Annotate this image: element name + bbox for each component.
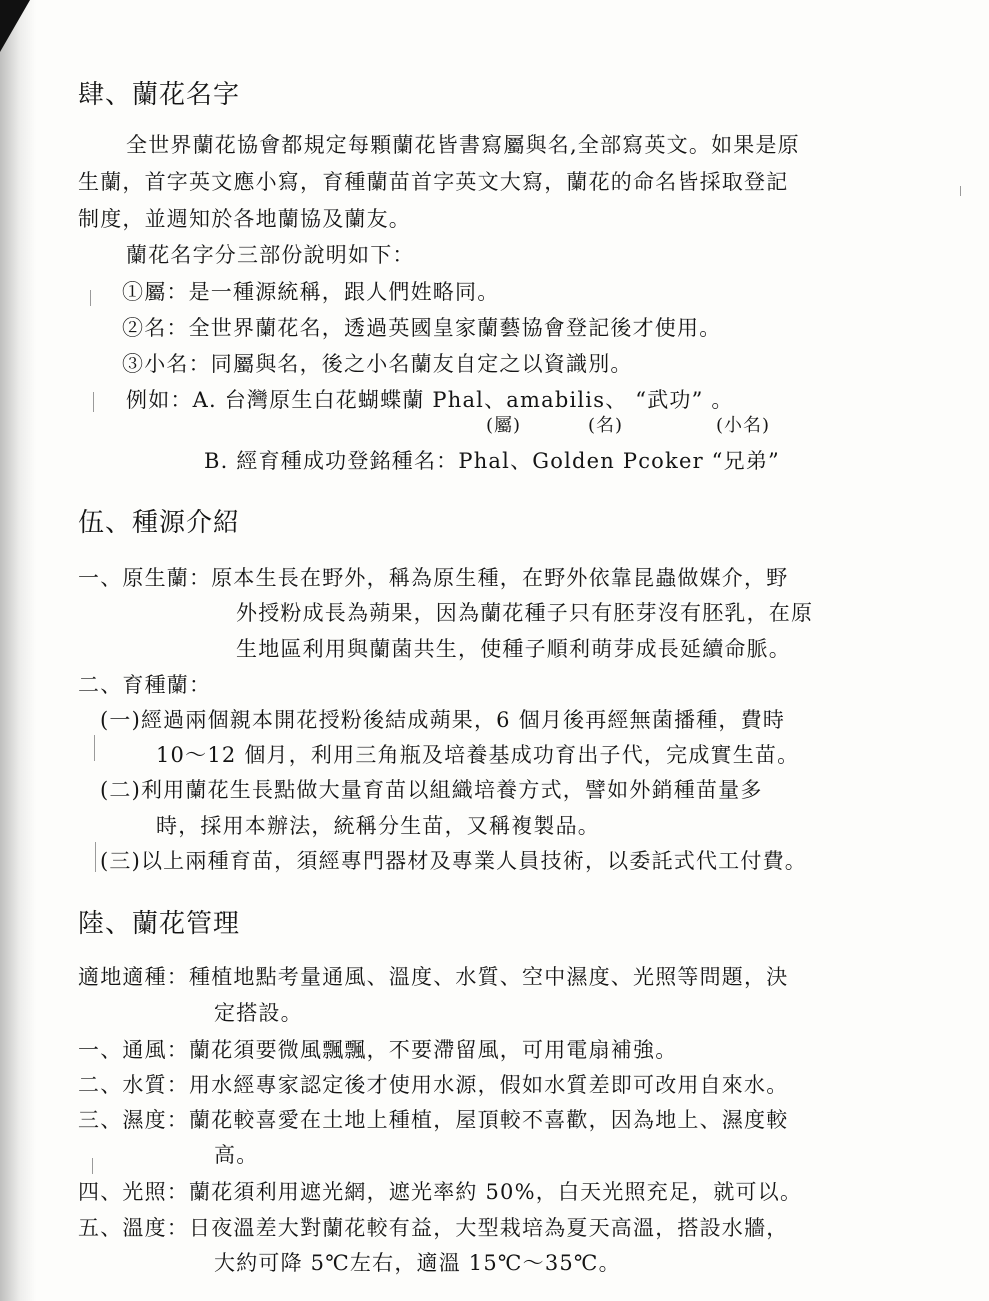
example-label-genus: (屬) (486, 415, 522, 436)
name-part-nickname: ③小名：同屬與名，後之小名蘭友自定之以資識別。 (122, 352, 633, 376)
section6-heading: 陸、蘭花管理 (78, 909, 241, 939)
name-parts-intro: 蘭花名字分三部份說明如下： (126, 243, 415, 267)
section4-paragraph-line: 制度，並週知於各地蘭協及蘭友。 (78, 207, 411, 231)
scan-mark (93, 392, 94, 412)
section4-heading: 肆、蘭花名字 (78, 80, 241, 110)
example-label-nickname: (小名) (716, 415, 771, 436)
management-water: 二、水質：用水經專家認定後才使用水源，假如水質差即可改用自來水。 (78, 1073, 789, 1097)
native-orchid-line: 生地區利用與蘭菌共生，使種子順利萌芽成長延續命脈。 (236, 637, 791, 661)
management-ventilation: 一、通風：蘭花須要微風飄飄，不要滯留風，可用電扇補強。 (78, 1038, 678, 1062)
bred-method-two: 時，採用本辦法，統稱分生苗，又稱複製品。 (156, 814, 600, 838)
example-b: B. 經育種成功登銘種名：Phal、Golden Pcoker “兄弟” (204, 449, 780, 473)
management-temperature: 大約可降 5℃左右，適溫 15℃～35℃。 (214, 1251, 621, 1275)
section5-heading: 伍、種源介紹 (78, 508, 241, 538)
bred-method-one: (一)經過兩個親本開花授粉後結成蒴果，6 個月後再經無菌播種，費時 (100, 708, 786, 732)
scan-mark (90, 290, 91, 306)
bred-orchid-title: 二、育種蘭： (78, 673, 212, 697)
scan-shadow (0, 0, 36, 1301)
scan-corner-mark (0, 0, 30, 52)
management-site: 適地適種：種植地點考量通風、溫度、水質、空中濕度、光照等問題，決 (78, 965, 789, 989)
scan-mark (92, 1158, 93, 1174)
section4-paragraph-line: 生蘭，首字英文應小寫，育種蘭苗首字英文大寫，蘭花的命名皆採取登記 (78, 170, 789, 194)
management-site: 定搭設。 (214, 1001, 303, 1025)
native-orchid-line: 外授粉成長為蒴果，因為蘭花種子只有胚芽沒有胚乳，在原 (236, 601, 814, 625)
section4-paragraph-line: 全世界蘭花協會都規定每顆蘭花皆書寫屬與名,全部寫英文。如果是原 (126, 133, 800, 157)
scan-mark (960, 186, 961, 196)
scan-mark (95, 842, 96, 872)
example-a: 例如：A. 台灣原生白花蝴蝶蘭 Phal、amabilis、 “武功” 。 (126, 388, 734, 412)
bred-method-three: (三)以上兩種育苗，須經專門器材及專業人員技術，以委託式代工付費。 (100, 849, 807, 873)
name-part-name: ②名：全世界蘭花名，透過英國皇家蘭藝協會登記後才使用。 (122, 316, 722, 340)
name-part-genus: ①屬：是一種源統稱，跟人們姓略同。 (122, 280, 500, 304)
native-orchid-line: 一、原生蘭：原本生長在野外，稱為原生種，在野外依靠昆蟲做媒介，野 (78, 566, 789, 590)
management-light: 四、光照：蘭花須利用遮光網，遮光率約 50%，白天光照充足，就可以。 (78, 1180, 803, 1204)
scan-mark (94, 735, 95, 761)
management-temperature: 五、溫度：日夜溫差大對蘭花較有益，大型栽培為夏天高溫，搭設水牆， (78, 1216, 789, 1240)
example-label-name: (名) (588, 415, 624, 436)
bred-method-two: (二)利用蘭花生長點做大量育苗以組織培養方式，譬如外銷種苗量多 (100, 778, 763, 802)
bred-method-one: 10～12 個月，利用三角瓶及培養基成功育出子代，完成實生苗。 (156, 743, 800, 767)
management-humidity: 三、濕度：蘭花較喜愛在土地上種植，屋頂較不喜歡，因為地上、濕度較 (78, 1108, 789, 1132)
management-humidity: 高。 (214, 1143, 259, 1167)
